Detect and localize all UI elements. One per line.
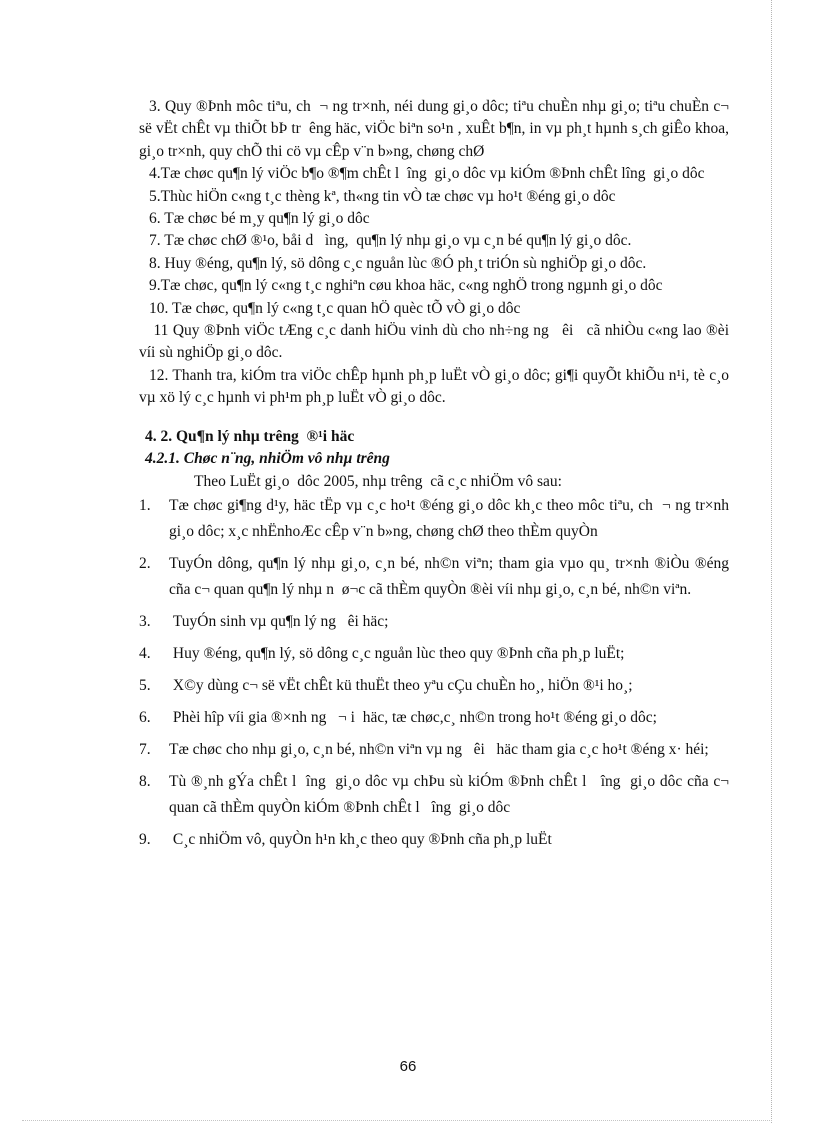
page-border-right bbox=[771, 0, 772, 1123]
list-item bbox=[139, 551, 729, 603]
list-item-text: TuyÓn dông, qu¶n lý nhµ gi¸o, c¸n bé, nh©n viªn; tham gia vµo qu¸ tr×nh ®iÒu ®éng cña c¬ quan qu¶n lý nhµ n ø¬c cã thÈm quyÒn ®èi víi nhµ gi¸o, c¸n bé, nh©n viªn. bbox=[169, 554, 729, 598]
list-item-number: 6. bbox=[139, 708, 151, 726]
list-item-number: 7. bbox=[139, 740, 151, 758]
section-intro: Theo LuËt gi¸o dôc 2005, nhµ trêng cã c¸c nhiÖm vô sau: bbox=[194, 472, 562, 490]
section-heading: 4. 2. Qu¶n lý nhµ trêng ®¹i häc bbox=[145, 427, 355, 445]
paragraph-6: 6. Tæ chøc bé m¸y qu¶n lý gi¸o dôc bbox=[149, 210, 370, 228]
paragraph-9: 9.Tæ chøc, qu¶n lý c«ng t¸c nghiªn cøu khoa häc, c«ng nghÖ trong ngµnh gi¸o dôc bbox=[149, 277, 663, 295]
list-item-text: TuyÓn sinh vµ qu¶n lý ng êi häc; bbox=[169, 612, 389, 630]
list-item-number: 3. bbox=[139, 612, 151, 630]
list-item-text: Phèi hîp víi gia ®×nh ng ¬ i häc, tæ chøc,c¸ nh©n trong ho¹t ®éng gi¸o dôc; bbox=[169, 708, 657, 726]
paragraph-7: 7. Tæ chøc chØ ®¹o, båi d ìng, qu¶n lý nhµ gi¸o vµ c¸n bé qu¶n lý gi¸o dôc. bbox=[149, 232, 632, 250]
list-item bbox=[139, 769, 729, 821]
list-item-text: Tæ chøc cho nhµ gi¸o, c¸n bé, nh©n viªn vµ ng êi häc tham gia c¸c ho¹t ®éng x· héi; bbox=[169, 740, 709, 758]
list-item-number: 9. bbox=[139, 830, 151, 848]
list-item bbox=[139, 673, 729, 699]
list-item-text: Huy ®éng, qu¶n lý, sö dông c¸c nguån lùc theo quy ®Þnh cña ph¸p luËt; bbox=[169, 644, 625, 662]
section-subheading: 4.2.1. Chøc n¨ng, nhiÖm vô nhµ trêng bbox=[145, 450, 390, 468]
list-item-text: Tù ®¸nh gÝa chÊt l îng gi¸o dôc vµ chÞu sù kiÓm ®Þnh chÊt l îng gi¸o dôc cña c¬ quan cã thÈm quyÒn kiÓm ®Þnh chÊt l îng gi¸o dôc bbox=[169, 772, 729, 816]
paragraph-12: 12. Thanh tra, kiÓm tra viÖc chÊp hµnh ph¸p luËt vÒ gi¸o dôc; gi¶i quyÕt khiÕu n¹i, tè c¸o vµ xö lý c¸c hµnh vi ph¹m ph¸p luËt vÒ gi¸o dôc. bbox=[139, 366, 729, 407]
paragraph-5: 5.Thùc hiÖn c«ng t¸c thèng kª, th«ng tin vÒ tæ chøc vµ ho¹t ®éng gi¸o dôc bbox=[149, 187, 616, 205]
page-content bbox=[139, 96, 729, 859]
list-item bbox=[139, 737, 729, 763]
list-item-text: Tæ chøc gi¶ng d¹y, häc tËp vµ c¸c ho¹t ®éng gi¸o dôc kh¸c theo môc tiªu, ch ¬ ng tr×nh gi¸o dôc; x¸c nhËnhoÆc cÊp v¨n b»ng, chøng chØ theo thÈm quyÒn bbox=[169, 496, 729, 540]
list-item-number: 2. bbox=[139, 554, 151, 572]
page-number: 66 bbox=[399, 1058, 417, 1075]
paragraph-4: 4.Tæ chøc qu¶n lý viÖc b¶o ®¶m chÊt l îng gi¸o dôc vµ kiÓm ®Þnh chÊt lîng gi¸o dôc bbox=[149, 165, 705, 183]
list-item-number: 4. bbox=[139, 644, 151, 662]
paragraph-10: 10. Tæ chøc, qu¶n lý c«ng t¸c quan hÖ quèc tÕ vÒ gi¸o dôc bbox=[149, 299, 521, 317]
duty-list bbox=[139, 493, 729, 853]
list-item-text: C¸c nhiÖm vô, quyÒn h¹n kh¸c theo quy ®Þnh cña ph¸p luËt bbox=[169, 830, 552, 848]
list-item-number: 1. bbox=[139, 496, 151, 514]
paragraph-8: 8. Huy ®éng, qu¶n lý, sö dông c¸c nguån lùc ®Ó ph¸t triÓn sù nghiÖp gi¸o dôc. bbox=[149, 254, 647, 272]
paragraph-3: 3. Quy ®Þnh môc tiªu, ch ¬ ng tr×nh, néi dung gi¸o dôc; tiªu chuÈn nhµ gi¸o; tiªu chuÈn c¬ së vËt chÊt vµ thiÕt bÞ tr êng häc, viÖc biªn so¹n , xuÊt b¶n, in vµ ph¸t hµnh s¸ch giÊo khoa, gi¸o tr×nh, quy chÕ thi cö vµ cÊp v¨n b»ng, chøng chØ bbox=[139, 98, 729, 160]
list-item bbox=[139, 827, 729, 853]
list-item bbox=[139, 493, 729, 545]
list-item bbox=[139, 609, 729, 635]
page-border-bottom bbox=[22, 1120, 772, 1121]
list-item bbox=[139, 705, 729, 731]
list-item-number: 5. bbox=[139, 676, 151, 694]
paragraph-11: 11 Quy ®Þnh viÖc tÆng c¸c danh hiÖu vinh dù cho nh÷ng ng êi cã nhiÒu c«ng lao ®èi víi sù nghiÖp gi¸o dôc. bbox=[139, 322, 729, 362]
list-item-number: 8. bbox=[139, 772, 151, 790]
list-item-text: X©y dùng c¬ së vËt chÊt kü thuËt theo yªu cÇu chuÈn ho¸, hiÖn ®¹i ho¸; bbox=[169, 676, 633, 694]
list-item bbox=[139, 641, 729, 667]
